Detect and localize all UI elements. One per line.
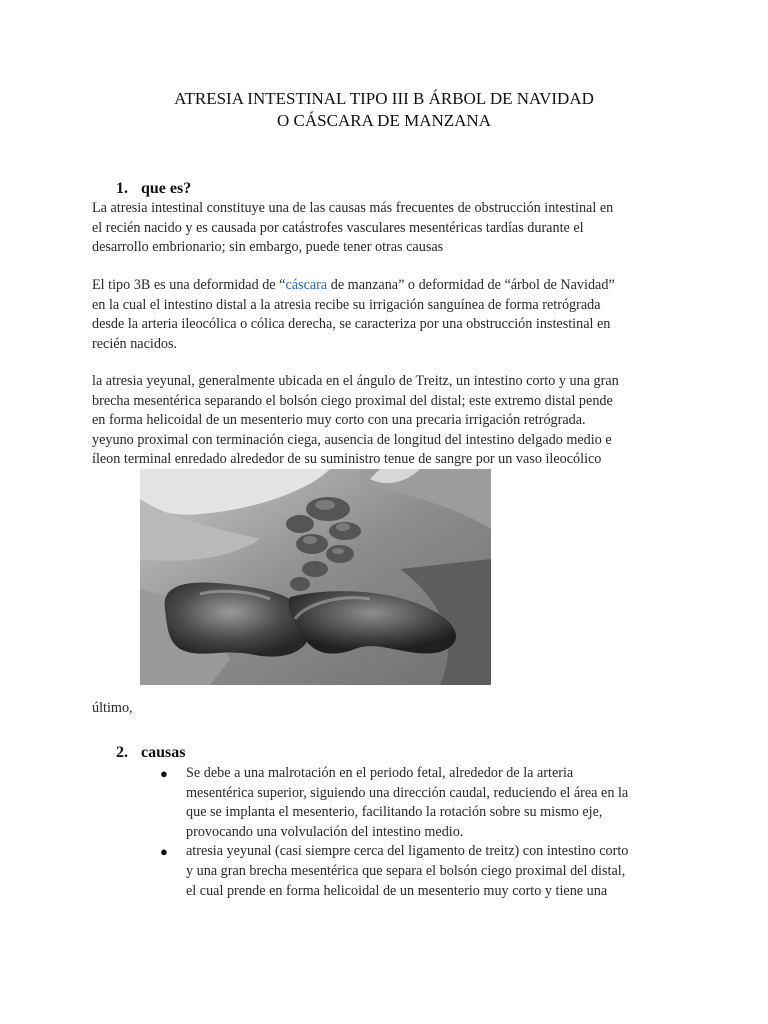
paragraph-line: recién nacidos. (92, 335, 178, 352)
section-2-number: 2. (116, 744, 128, 761)
section-2-heading (116, 744, 185, 762)
list-item-line: atresia yeyunal (casi siempre cerca del ligamento de treitz) con intestino corto (186, 843, 629, 860)
paragraph-line: La atresia intestinal constituye una de las causas más frecuentes de obstrucción intestinal en (92, 200, 614, 216)
section-1-number: 1. (116, 180, 128, 197)
paragraph-yeyunal (92, 372, 682, 470)
paragraph-line: desarrollo embrionario; sin embargo, puede tener otras causas (92, 239, 444, 256)
text-fragment: El tipo 3B es una deformidad de “ (92, 277, 286, 293)
list-item-line: mesentérica superior, siguiendo una dirección caudal, reduciendo el área en la (186, 784, 629, 801)
paragraph-type-3b (92, 276, 682, 354)
document-title-line-2: O CÁSCARA DE MANZANA (277, 111, 491, 130)
list-item (160, 764, 680, 842)
bullet-icon: ● (160, 844, 168, 860)
paragraph-line: el recién nacido y es causada por catástrofes vasculares mesentéricas tardías durante el (92, 219, 584, 236)
paragraph-line: en forma helicoidal de un mesenterio muy corto con una precaria irrigación retrógrada. (92, 412, 586, 429)
figure-trailing-text: último, (92, 700, 133, 716)
list-item-line: provocando una volvulación del intestino medio. (186, 823, 464, 840)
intestinal-atresia-photo (140, 469, 491, 685)
section-1-title: que es? (141, 180, 192, 197)
list-item-line: Se debe a una malrotación en el periodo fetal, alrededor de la arteria (186, 765, 574, 781)
figure-credit-text: · · · · · · · · · · · · · · · · · · · · · · · · · · · · · · · · · · · · (145, 686, 211, 689)
paragraph-line: en la cual el intestino distal a la atresia recibe su irrigación sanguínea de forma retrógrada (92, 296, 601, 313)
list-item-line: el cual prende en forma helicoidal de un mesenterio muy corto y tiene una (186, 882, 608, 899)
text-fragment: de manzana” o deformidad de “árbol de Navidad” (327, 277, 615, 293)
document-title-line-1: ATRESIA INTESTINAL TIPO III B ÁRBOL DE NAVIDAD (174, 89, 594, 108)
causes-list (160, 764, 680, 901)
section-1-heading (116, 180, 191, 198)
paragraph-line: yeyuno proximal con terminación ciega, ausencia de longitud del intestino delgado medio e (92, 431, 612, 448)
cascara-link[interactable]: cáscara (285, 277, 328, 293)
paragraph-line (92, 276, 682, 296)
paragraph-line: brecha mesentérica separando el bolsón ciego proximal del distal; este extremo distal pende (92, 392, 613, 409)
paragraph-line: íleon terminal enredado alrededor de su suministro tenue de sangre por un vaso ileocólico (92, 451, 602, 468)
section-2-title: causas (141, 744, 186, 761)
list-item-line: y una gran brecha mesentérica que separa el bolsón ciego proximal del distal, (186, 862, 626, 879)
list-item (160, 842, 680, 901)
list-item-line: que se implanta el mesenterio, facilitando la rotación sobre su mismo eje, (186, 804, 603, 821)
paragraph-line: la atresia yeyunal, generalmente ubicada en el ángulo de Treitz, un intestino corto y una gran (92, 373, 619, 389)
paragraph-definition (92, 199, 682, 258)
bullet-icon: ● (160, 766, 168, 781)
paragraph-line: desde la arteria ileocólica o cólica derecha, se caracteriza por una obstrucción instestinal en (92, 316, 611, 333)
